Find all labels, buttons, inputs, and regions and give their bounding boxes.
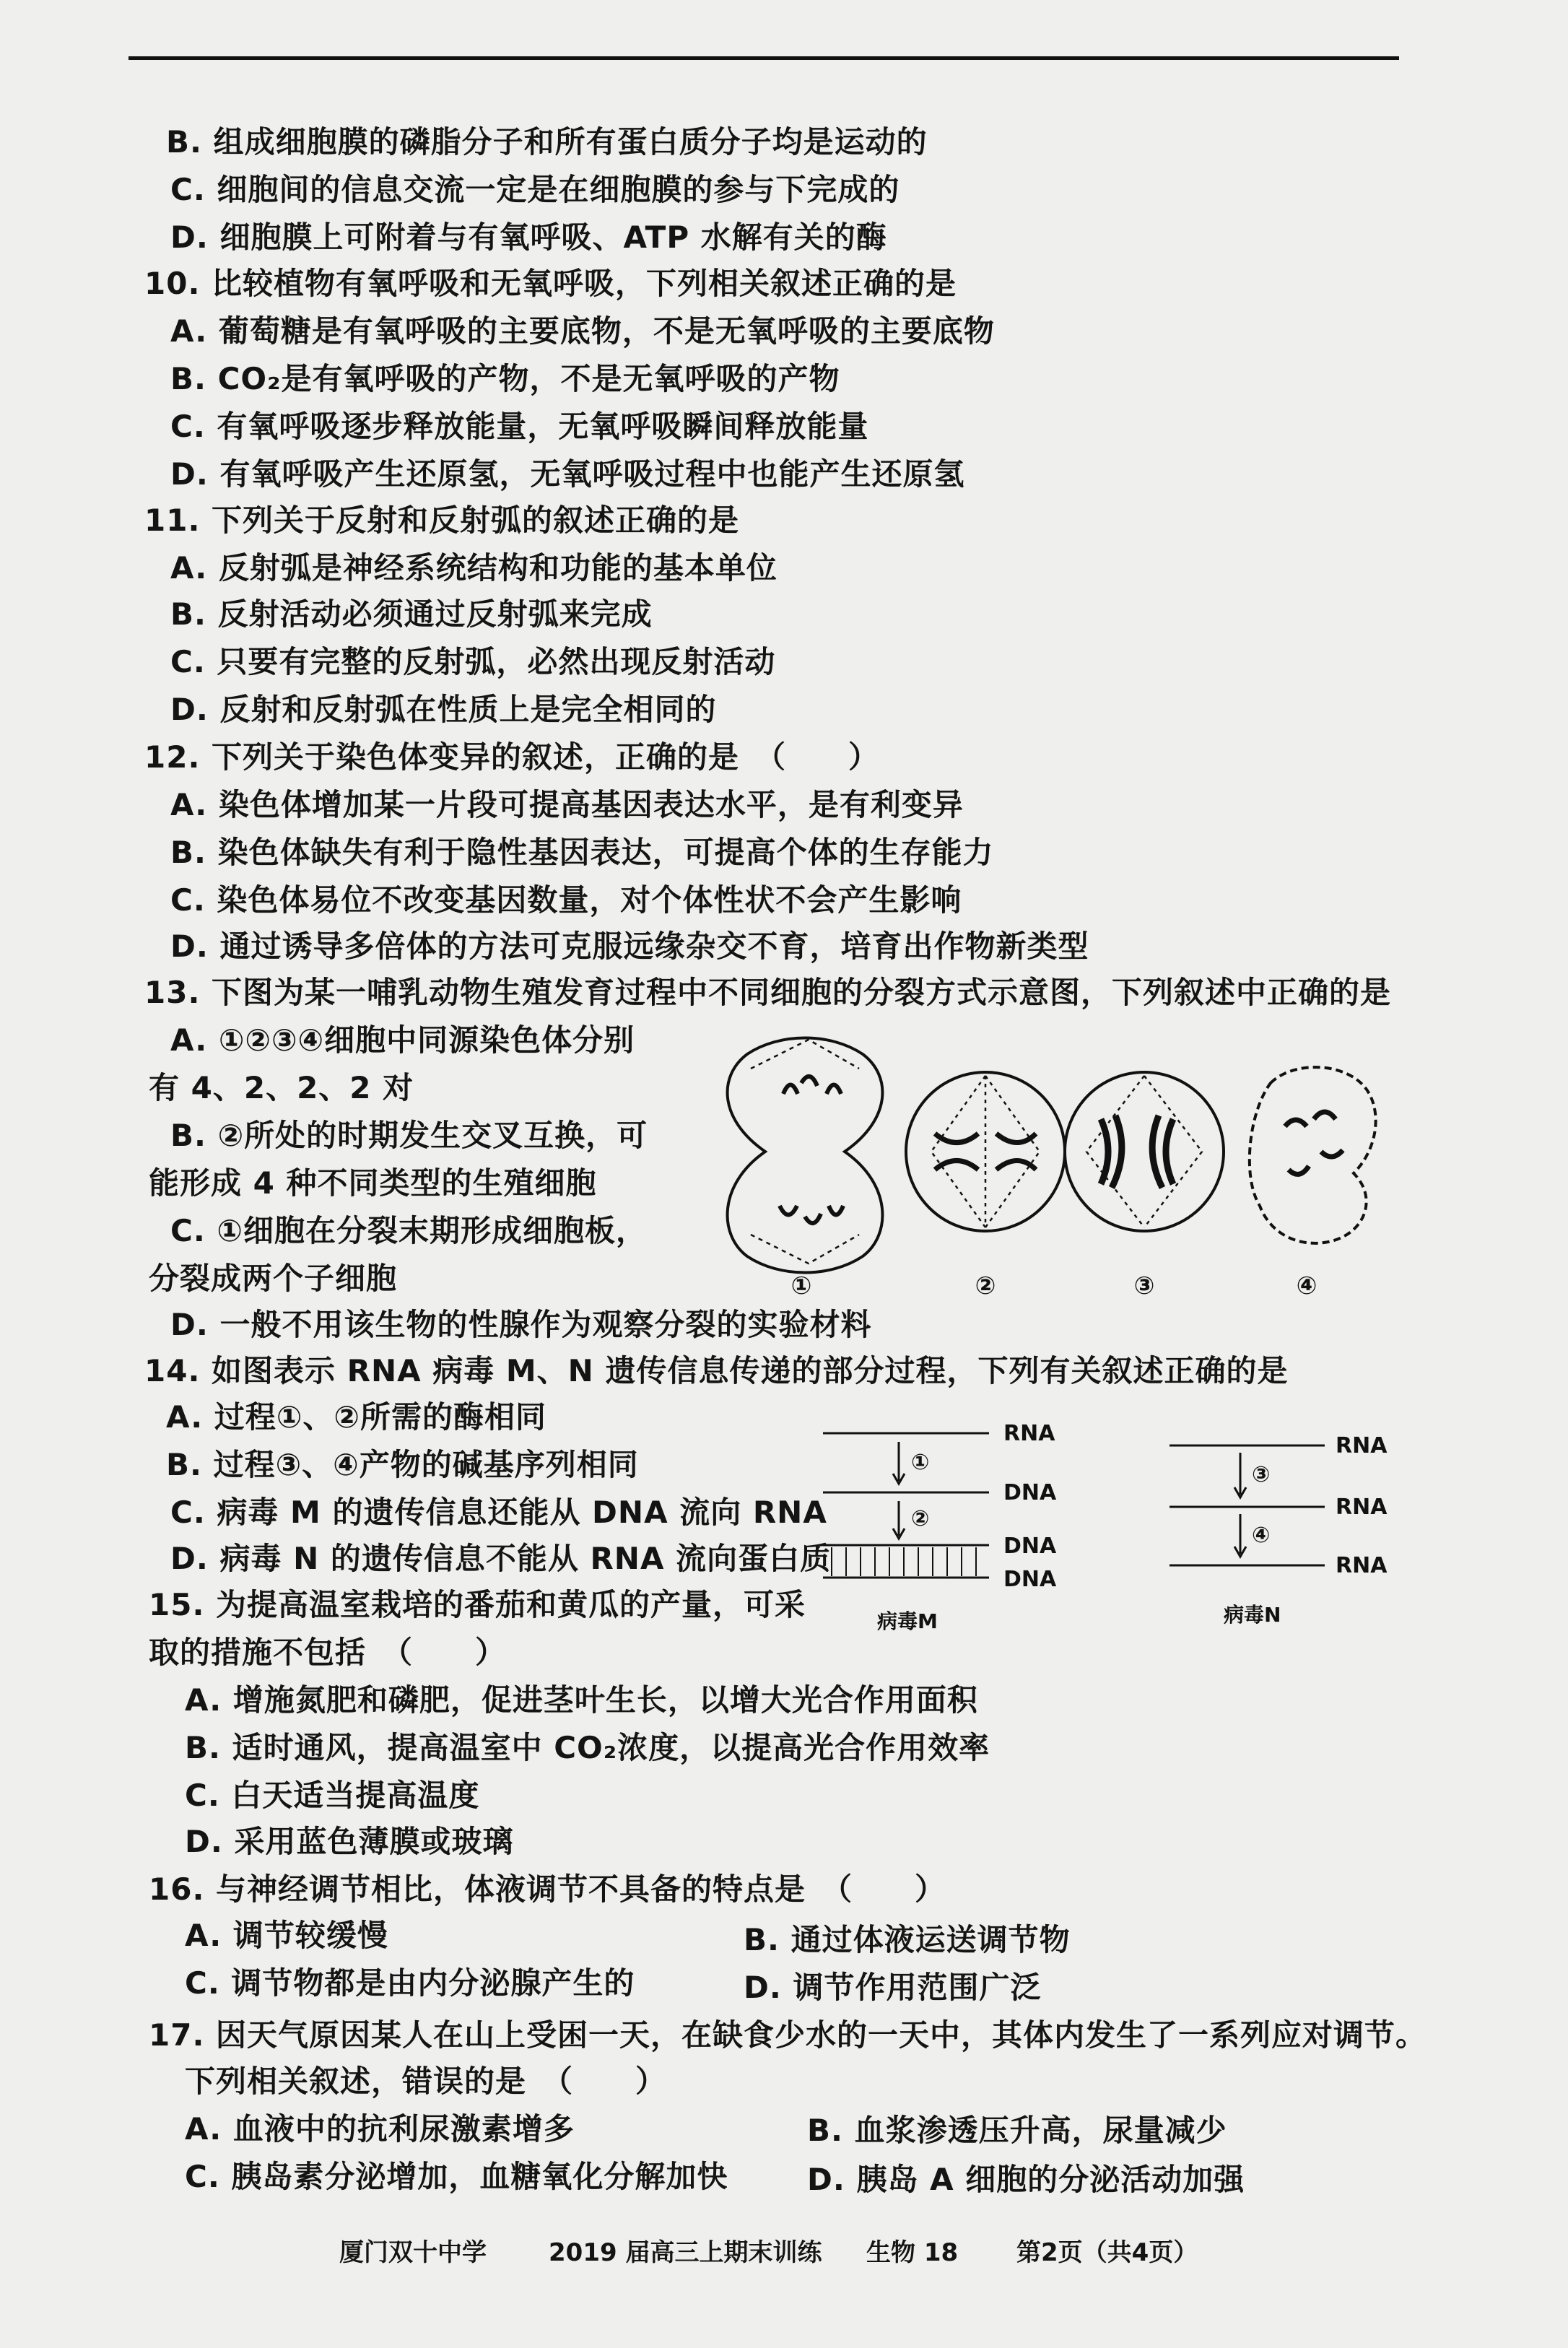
q9-option-d: D. 细胞膜上可附着与有氧呼吸、ATP 水解有关的酶: [170, 219, 887, 255]
q11-option-d: D. 反射和反射弧在性质上是完全相同的: [170, 692, 717, 727]
q11-option-a: A. 反射弧是神经系统结构和功能的基本单位: [170, 550, 778, 586]
virus-m-strand-1: RNA: [1003, 1421, 1055, 1446]
cell-3: [1065, 1072, 1224, 1231]
q16-stem: 16. 与神经调节相比，体液调节不具备的特点是 （ ）: [149, 1871, 946, 1907]
q12-option-a: A. 染色体增加某一片段可提高基因表达水平，是有利变异: [170, 787, 964, 822]
q14-stem: 14. 如图表示 RNA 病毒 M、N 遗传信息传递的部分过程，下列有关叙述正确的是: [144, 1353, 1289, 1388]
q13-option-b-line2: 能形成 4 种不同类型的生殖细胞: [149, 1165, 597, 1201]
virus-n-strand-2: RNA: [1336, 1495, 1388, 1520]
q14-option-a: A. 过程①、②所需的酶相同: [166, 1399, 546, 1435]
q9-option-b: B. 组成细胞膜的磷脂分子和所有蛋白质分子均是运动的: [166, 124, 928, 160]
q12-stem: 12. 下列关于染色体变异的叙述，正确的是 （ ）: [144, 739, 880, 775]
cell-label-1: ①: [790, 1271, 812, 1300]
q17-option-b: B. 血浆渗透压升高，尿量减少: [807, 2113, 1227, 2148]
cell-label-3: ③: [1133, 1271, 1155, 1300]
virus-m-diagram: [823, 1412, 1083, 1643]
q13-option-c-line1: C. ①细胞在分裂末期形成细胞板，: [170, 1213, 647, 1248]
step-3-label: ③: [1252, 1462, 1271, 1487]
virus-n-diagram: [1170, 1422, 1429, 1643]
q17-stem-line1: 17. 因天气原因某人在山上受困一天，在缺食少水的一天中，其体内发生了一系列应对调节。: [149, 2017, 1427, 2053]
virus-n-label: 病毒N: [1224, 1603, 1281, 1627]
q9-option-c: C. 细胞间的信息交流一定是在细胞膜的参与下完成的: [170, 172, 900, 207]
q15-option-c: C. 白天适当提高温度: [185, 1778, 480, 1813]
q10-stem: 10. 比较植物有氧呼吸和无氧呼吸，下列相关叙述正确的是: [144, 266, 957, 301]
q14-option-b: B. 过程③、④产物的碱基序列相同: [166, 1447, 639, 1482]
q13-option-c-line2: 分裂成两个子细胞: [149, 1261, 398, 1296]
step-2-label: ②: [911, 1506, 930, 1531]
cell-1: [728, 1038, 883, 1273]
q11-option-b: B. 反射活动必须通过反射弧来完成: [170, 596, 653, 632]
q13-option-b-line1: B. ②所处的时期发生交叉互换，可: [170, 1118, 648, 1153]
q11-option-c: C. 只要有完整的反射弧，必然出现反射活动: [170, 644, 776, 679]
q13-option-a-line2: 有 4、2、2、2 对: [149, 1070, 414, 1105]
footer-page: 第2页（共4页）: [1016, 2238, 1198, 2267]
q15-option-a: A. 增施氮肥和磷肥，促进茎叶生长，以增大光合作用面积: [185, 1682, 978, 1718]
q10-option-d: D. 有氧呼吸产生还原氢，无氧呼吸过程中也能产生还原氢: [170, 456, 965, 492]
q15-option-b: B. 适时通风，提高温室中 CO₂浓度，以提高光合作用效率: [185, 1730, 990, 1765]
q12-option-d: D. 通过诱导多倍体的方法可克服远缘杂交不育，培育出作物新类型: [170, 929, 1089, 964]
virus-m-strand-3: DNA: [1003, 1534, 1057, 1559]
q16-option-c: C. 调节物都是由内分泌腺产生的: [185, 1965, 635, 2001]
q13-option-a-line1: A. ①②③④细胞中同源染色体分别: [170, 1022, 635, 1058]
q11-stem: 11. 下列关于反射和反射弧的叙述正确的是: [144, 503, 740, 538]
cell-division-figure: [693, 1025, 1379, 1300]
q12-option-c: C. 染色体易位不改变基因数量，对个体性状不会产生影响: [170, 882, 962, 918]
footer-subject: 生物 18: [866, 2238, 959, 2267]
q10-option-c: C. 有氧呼吸逐步释放能量，无氧呼吸瞬间释放能量: [170, 409, 869, 444]
q10-option-b: B. CO₂是有氧呼吸的产物，不是无氧呼吸的产物: [170, 361, 840, 396]
footer-exam: 2019 届高三上期末训练: [549, 2238, 822, 2267]
q13-stem: 13. 下图为某一哺乳动物生殖发育过程中不同细胞的分裂方式示意图，下列叙述中正确的是: [144, 975, 1392, 1010]
q15-option-d: D. 采用蓝色薄膜或玻璃: [185, 1824, 514, 1859]
q17-option-c: C. 胰岛素分泌增加，血糖氧化分解加快: [185, 2159, 728, 2194]
virus-m-strand-2: DNA: [1003, 1480, 1057, 1505]
step-1-label: ①: [911, 1450, 930, 1475]
cell-4: [1250, 1067, 1376, 1243]
cell-label-2: ②: [975, 1271, 996, 1300]
q14-option-d: D. 病毒 N 的遗传信息不能从 RNA 流向蛋白质: [170, 1541, 832, 1576]
top-rule: [129, 56, 1399, 60]
q16-option-b: B. 通过体液运送调节物: [744, 1922, 1071, 1957]
q15-stem-line2: 取的措施不包括 （ ）: [149, 1635, 507, 1670]
q17-stem-line2: 下列相关叙述，错误的是 （ ）: [185, 2064, 667, 2099]
q12-option-b: B. 染色体缺失有利于隐性基因表达，可提高个体的生存能力: [170, 835, 994, 870]
q13-option-d: D. 一般不用该生物的性腺作为观察分裂的实验材料: [170, 1307, 872, 1342]
cell-label-4: ④: [1296, 1271, 1317, 1300]
q17-option-d: D. 胰岛 A 细胞的分泌活动加强: [807, 2162, 1245, 2197]
q16-option-a: A. 调节较缓慢: [185, 1918, 388, 1953]
q10-option-a: A. 葡萄糖是有氧呼吸的主要底物，不是无氧呼吸的主要底物: [170, 313, 995, 349]
virus-n-strand-1: RNA: [1336, 1433, 1388, 1458]
virus-m-strand-4: DNA: [1003, 1567, 1057, 1592]
step-4-label: ④: [1252, 1523, 1271, 1548]
q14-option-c: C. 病毒 M 的遗传信息还能从 DNA 流向 RNA: [170, 1495, 827, 1530]
q17-option-a: A. 血液中的抗利尿激素增多: [185, 2111, 575, 2147]
q16-option-d: D. 调节作用范围广泛: [744, 1970, 1042, 2005]
virus-m-label: 病毒M: [877, 1609, 938, 1633]
footer-school: 厦门双十中学: [339, 2238, 487, 2267]
q15-stem-line1: 15. 为提高温室栽培的番茄和黄瓜的产量，可采: [149, 1587, 806, 1622]
virus-n-strand-3: RNA: [1336, 1553, 1388, 1578]
cell-2: [906, 1072, 1065, 1231]
